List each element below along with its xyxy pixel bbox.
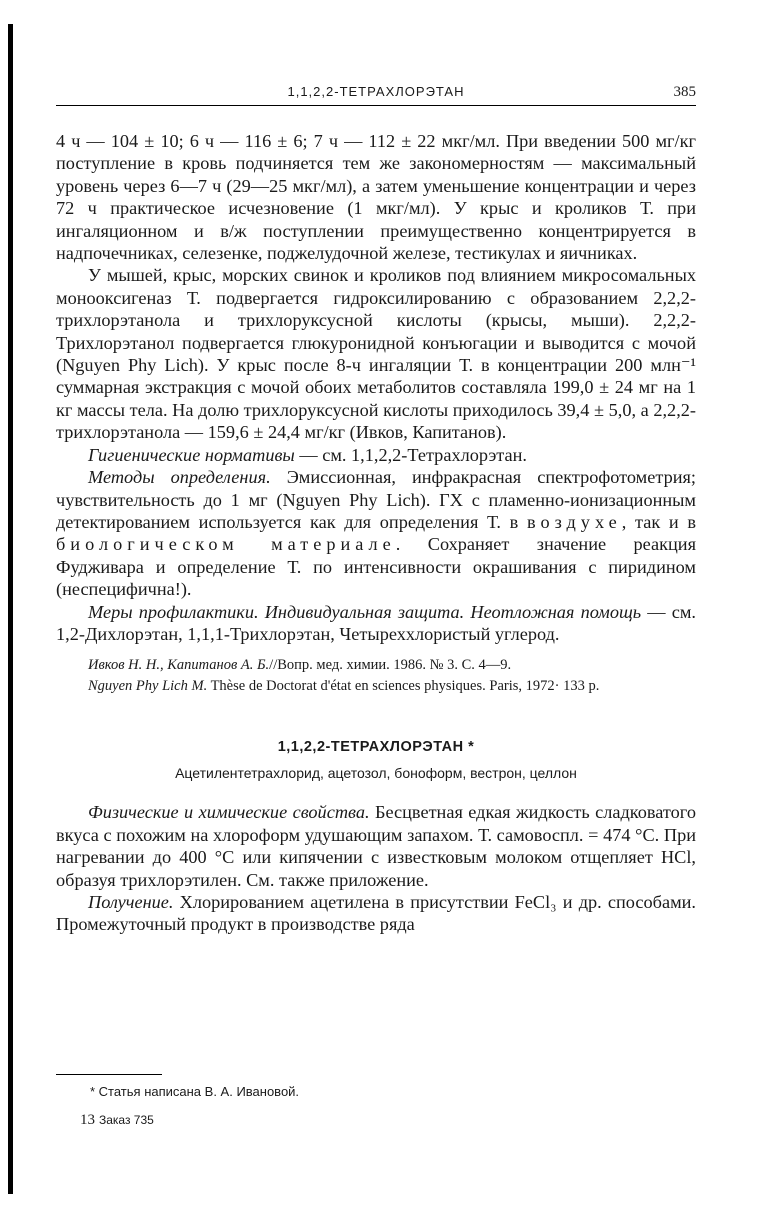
article-synonyms: Ацетилентетрахлорид, ацетозол, боноформ, вестрон, целлон xyxy=(175,765,577,782)
running-head xyxy=(56,84,696,102)
reference-2-source: Thèse de Doctorat d'état en sciences physiques. Paris, 1972· 133 p. xyxy=(207,678,600,695)
hygiene-norms-text: — см. 1,1,2,2-Тетрахлорэтан. xyxy=(294,444,527,465)
reference-1-authors: Ивков Н. Н., Капитанов А. Б. xyxy=(88,657,270,674)
article-title: 1,1,2,2-ТЕТРАХЛОРЭТАН * xyxy=(277,739,475,756)
footnote: * Статья написана В. А. Ивановой. xyxy=(90,1084,300,1099)
production-label: Получение. xyxy=(88,891,174,912)
methods-spaced-air: воздухе xyxy=(526,511,622,532)
production-text: Хлорированием ацетилена в присутствии FeCl₃ и др. способами. Промежуточный продукт в производстве ряда xyxy=(56,891,696,935)
methods-label: Методы определения. xyxy=(88,467,271,488)
running-head-title: 1,1,2,2-ТЕТРАХЛОРЭТАН xyxy=(287,84,465,99)
footnote-rule xyxy=(56,1074,162,1075)
section-metabolism xyxy=(56,130,696,645)
paragraph-properties xyxy=(56,801,696,891)
page xyxy=(56,84,696,936)
reference-1 xyxy=(56,655,696,676)
methods-spaced-biomaterial: биологическом материале xyxy=(56,534,396,555)
methods-text-c: . Сохраняет значение реакция Фудживара и определение Т. по интенсивности окрашивания с пиридином (неспецифична!). xyxy=(56,534,696,600)
reference-2 xyxy=(56,676,696,697)
hygiene-norms-label: Гигиенические нормативы xyxy=(88,444,295,465)
paragraph-kinetics: 4 ч — 104 ± 10; 6 ч — 116 ± 6; 7 ч — 112 ± 22 мкг/мл. При введении 500 мг/кг поступление в кровь подчиняется тем же закономерностям — максимальный уровень через 6—7 ч (29—25 мкг/мл), а затем уменьшение концентрации и через 72 ч практическое исчезновение (1 мкг/мл). У крыс и кроликов Т. при ингаляционном и в/ж поступлении преимущественно концентрируется в надпочечниках, селезенке, поджелудочной железе, тестикулах и яичниках. xyxy=(56,131,696,264)
page-number: 385 xyxy=(673,84,696,100)
paragraph-methods xyxy=(56,466,696,600)
paragraph-prevention xyxy=(56,601,696,646)
paragraph-metabolism: У мышей, крыс, морских свинок и кроликов под влиянием микросомальных монооксигеназ Т. подвергается гидроксилированию с образованием 2,2,2-трихлорэтанола и трихлоруксусной кислоты (крысы, мыши). 2,2,2-Трихлорэтанол подвергается глюкуронидной конъюгации и выводится с мочой (Nguyen Phy Lich). У крыс после 8-ч ингаляции Т. в концентрации 200 млн⁻¹ суммарная экстракция с мочой обоих метаболитов составляла 199,0 ± 24 мг на 1 кг массы тела. На долю трихлоруксусной кислоты приходилось 39,4 ± 5,0, а 2,2,2-трихлорэтанола — 159,6 ± 24,4 мг/кг (Ивков, Капитанов). xyxy=(56,265,696,443)
reference-1-source: //Вопр. мед. химии. 1986. № 3. С. 4—9. xyxy=(269,657,512,674)
signature-text: Заказ 735 xyxy=(99,1113,154,1127)
signature-number: 13 xyxy=(80,1112,95,1128)
references xyxy=(56,655,696,697)
reference-2-authors: Nguyen Phy Lich M. xyxy=(88,678,208,695)
methods-text-a: Эмиссионная, инфракрасная спектрофотометрия; чувствительность до 1 мг (Nguyen Phy Lich). ГХ с пламенно-ионизационным детектированием используется как для определения Т. в xyxy=(56,467,696,532)
printer-signature xyxy=(80,1112,154,1129)
prevention-text: — см. 1,2-Дихлорэтан, 1,1,1-Трихлорэтан, Четыреххлористый углерод. xyxy=(56,601,696,644)
methods-text-b: , так и в xyxy=(621,511,697,532)
paragraph-hygiene-norms xyxy=(56,444,696,466)
section-properties xyxy=(56,801,696,935)
properties-label: Физические и химические свойства. xyxy=(88,802,370,823)
header-rule xyxy=(56,105,696,106)
properties-text: Бесцветная едкая жидкость сладковатого вкуса с похожим на хлороформ удушающим запахом. Т. самовоспл. = 474 °С. При нагревании до 400 °С или кипячении с известковым молоком отщепляет HCl, образуя трихлорэтилен. См. также приложение. xyxy=(56,802,696,890)
prevention-label: Меры профилактики. Индивидуальная защита. Неотложная помощь xyxy=(88,601,642,622)
binding-edge xyxy=(8,24,13,1194)
paragraph-production xyxy=(56,891,696,936)
